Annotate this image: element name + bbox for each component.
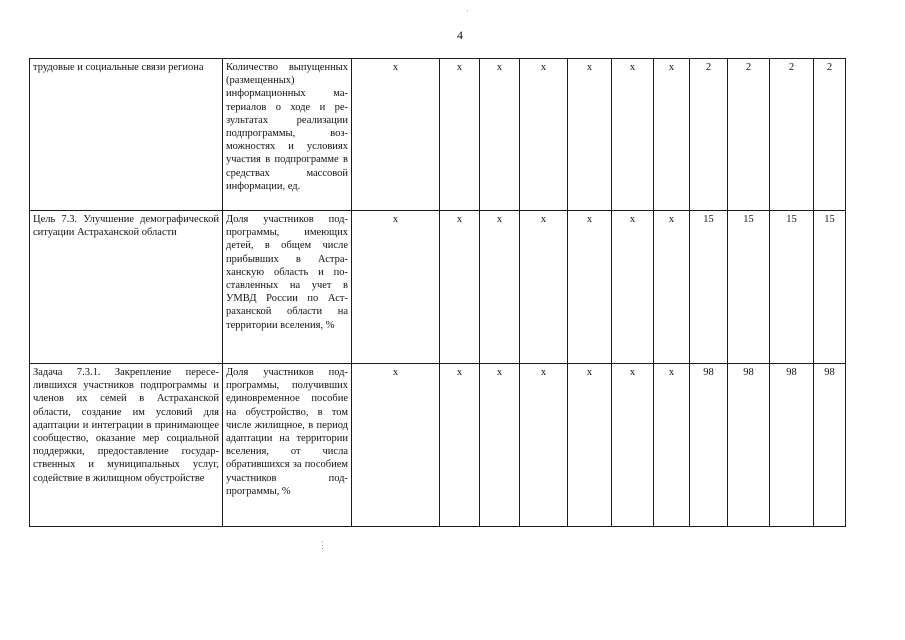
table-body [30,59,846,527]
value-cell: х [568,364,612,527]
value-cell: 15 [690,211,728,364]
value-cell: х [520,211,568,364]
value-cell: х [654,364,690,527]
value-cell: х [612,364,654,527]
value-cell: х [352,364,440,527]
value-cell: х [654,211,690,364]
value-cell: х [440,211,480,364]
goal-cell: Цель 7.3. Улучшение демографической ситуации Астраханской области [30,211,223,364]
indicator-cell: Количество выпущенных (размещенных) информационных материалов о ходе и результатах реализации подпрограммы, возможностях и условиях участия в подпрограмме в средствах массовой информации, ед. [223,59,352,211]
value-cell: х [480,364,520,527]
indicators-table [29,58,846,527]
table-row [30,211,846,364]
value-cell: 2 [770,59,814,211]
value-cell: х [654,59,690,211]
goal-cell: трудовые и социальные связи региона [30,59,223,211]
value-cell: х [520,59,568,211]
value-cell: 15 [814,211,846,364]
page-number: 4 [457,28,463,42]
value-cell: 98 [770,364,814,527]
value-cell: х [480,211,520,364]
value-cell: х [612,59,654,211]
value-cell: 15 [770,211,814,364]
table-row [30,364,846,527]
goal-cell: Задача 7.3.1. Закрепление переселившихся участников подпрограммы и членов их семей в Астраханской области, создание им условий для адаптации и интеграции в принимающее сообщество, оказание мер социальной поддержки, предоставление государственных и муниципальных услуг, содействие в жилищном обустройстве [30,364,223,527]
scan-artifact: · [466,6,469,16]
table-row [30,59,846,211]
value-cell: х [352,211,440,364]
value-cell: 2 [728,59,770,211]
value-cell: 2 [814,59,846,211]
value-cell: 98 [814,364,846,527]
value-cell: 98 [690,364,728,527]
value-cell: х [440,364,480,527]
indicator-cell: Доля участников подпрограммы, имеющих детей, в общем числе прибывших в Астраханскую область и поставленных на учет в УМВД России по Астраханской области на территории вселения, % [223,211,352,364]
scan-artifact: ⋮ [318,540,327,550]
value-cell: х [568,211,612,364]
value-cell: х [612,211,654,364]
value-cell: 15 [728,211,770,364]
value-cell: 98 [728,364,770,527]
value-cell: х [352,59,440,211]
value-cell: х [480,59,520,211]
value-cell: х [520,364,568,527]
value-cell: х [568,59,612,211]
value-cell: х [440,59,480,211]
indicator-cell: Доля участников подпрограммы, получивших единовременное пособие на обустройство, в том числе жилищное, в период адаптации на территории вселения, от числа обратившихся за пособием участников подпрограммы, % [223,364,352,527]
value-cell: 2 [690,59,728,211]
